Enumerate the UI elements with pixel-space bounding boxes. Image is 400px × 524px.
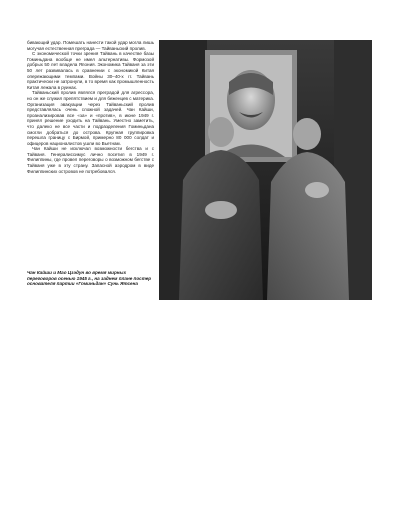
photo-caption: Чан Кайши и Мао Цзэдун во время мирных переговоров осенью 1945 г., на заднем плане постер основателя партии «Гоминьдан» Сунь Ятсена: [27, 270, 152, 287]
paragraph-1: бивающий удар. Помешать нанести такой удар могла лишь могучая естественная преграда — Тайваньский пролив.: [27, 40, 154, 51]
paragraph-3: Тайваньский пролив являлся преградой для агрессора, но он же служил препятствием и для беженцев с материка. Организация эвакуации через Тайваньский пролив представлялась очень сложной задачей. Чан Кайши, проанализировав все «за» и «против», в июне 1949 г. принял решение уходить на Тайвань. Уместно заметить, что далеко не все части и подразделения Гоминьдана смогли добраться до острова. Крупная группировка перешла границу с Бирмой, примерно 80 000 солдат и офицеров националистов ушли во Вьетнам.: [27, 90, 154, 146]
paragraph-4: Чан Кайши не исключал возможности бегства и с Тайваня. Генералиссимус лично посетил в 1949 г. Филиппины, где провел переговоры о возможном бегстве с Тайваня уже в эту страну. Запасной аэродром в виде Филиппинских островов не потребовался.: [27, 146, 154, 174]
article-text-column: [27, 40, 154, 174]
paragraph-2: С экономической точки зрения Тайвань в качестве базы Гоминьдана вообще не имел альтернативы. Формозой добрых 50 лет владела Япония. Экономика Тайваня за эти 50 лет развивалась в сравнении с экономикой Китая опережающими темпами. Войны 30–40-х гг. Тайвань практически не затронули, в то время как промышленность Китая лежала в руинах.: [27, 51, 154, 90]
historical-photo: [159, 40, 372, 300]
